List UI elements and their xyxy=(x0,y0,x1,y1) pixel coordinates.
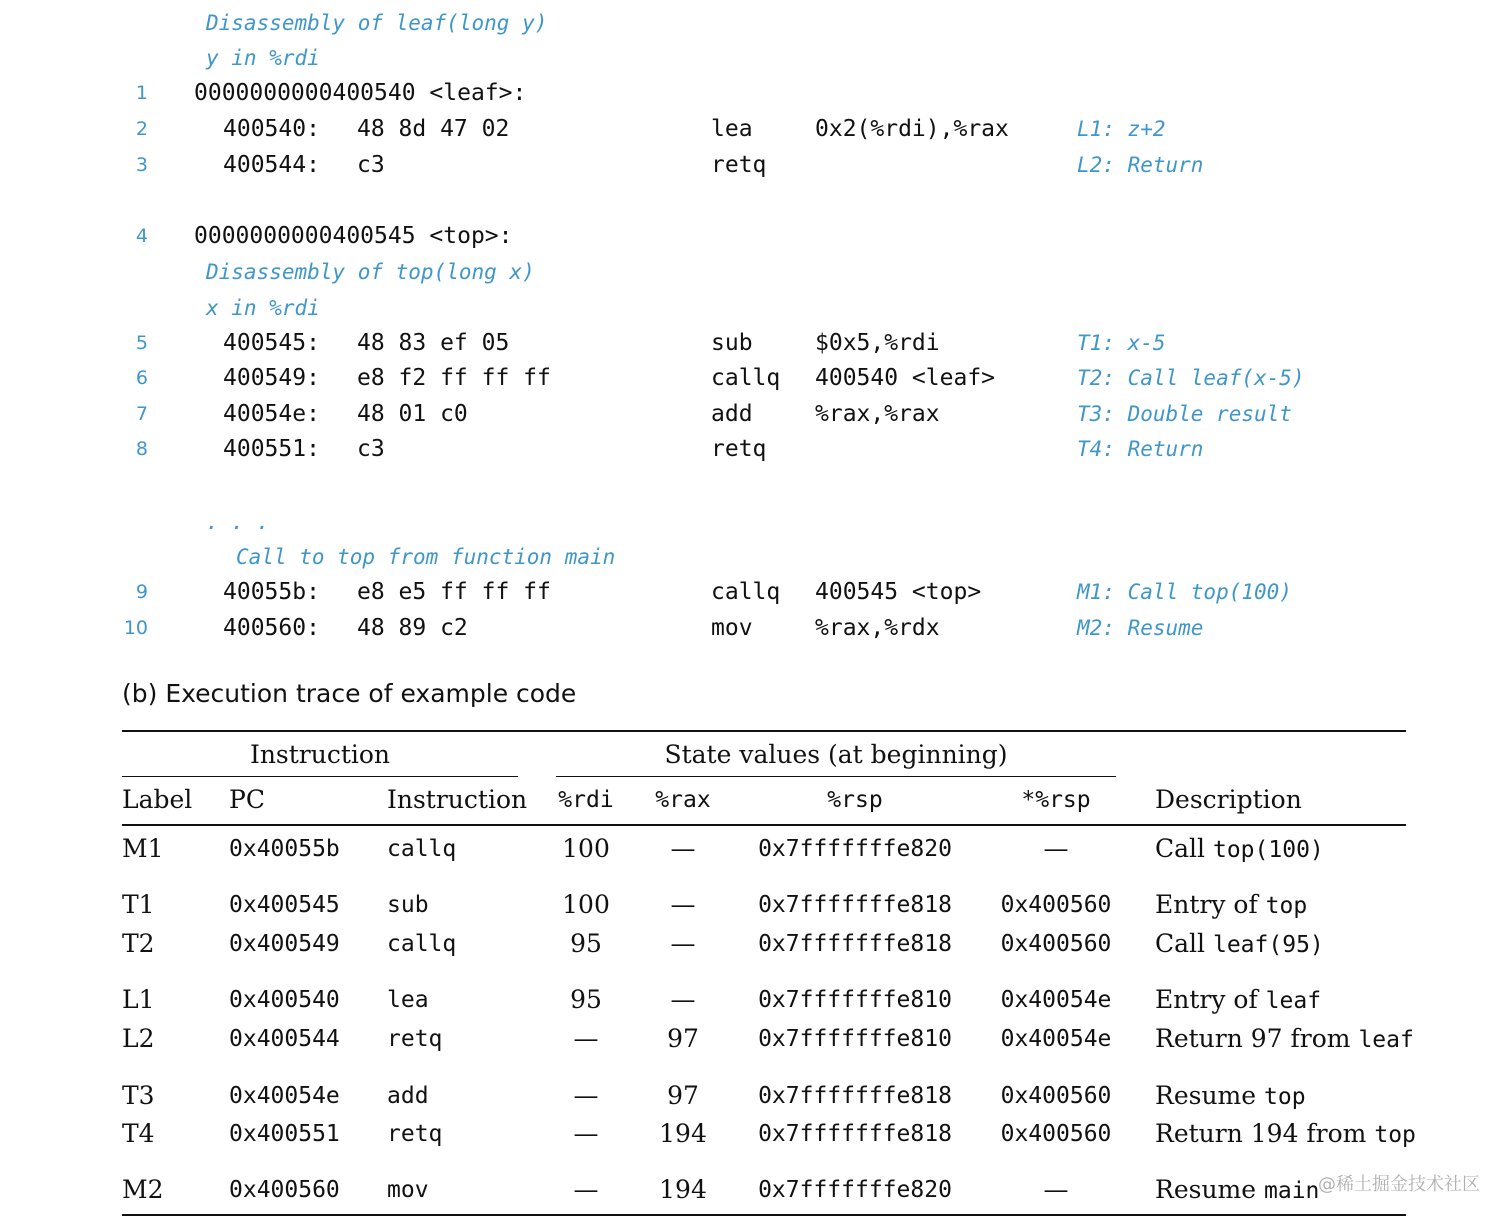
function-label: 0000000000400540 <leaf>: xyxy=(194,80,527,106)
code-line-2 xyxy=(0,111,1512,147)
cell-instruction: callq xyxy=(387,836,457,862)
instruction-address: 400545: xyxy=(223,330,320,356)
description-code: leaf(95) xyxy=(1212,932,1324,958)
instruction-operands: 0x2(%rdi),%rax xyxy=(815,116,1009,142)
code-comment xyxy=(0,40,1512,76)
instruction-bytes: c3 xyxy=(357,152,385,178)
cell-rdi: 95 xyxy=(570,985,602,1014)
instruction-address: 400549: xyxy=(223,365,320,391)
code-comment xyxy=(0,539,1512,575)
table-row xyxy=(0,1077,1512,1115)
description-text: Return 97 from xyxy=(1155,1024,1359,1053)
line-number: 2 xyxy=(135,118,148,140)
code-line-7 xyxy=(0,396,1512,432)
line-number: 4 xyxy=(135,225,148,247)
instruction-bytes: e8 e5 ff ff ff xyxy=(357,579,551,605)
cell-description xyxy=(1155,886,1307,925)
cell-pc: 0x400544 xyxy=(229,1026,340,1052)
cell-label: T4 xyxy=(122,1119,155,1148)
cell-star-rsp: 0x400560 xyxy=(1000,931,1112,957)
cell-rsp: 0x7fffffffe810 xyxy=(758,987,952,1013)
instruction-operands: %rax,%rdx xyxy=(815,615,940,641)
table-row xyxy=(0,886,1512,924)
instruction-bytes: 48 8d 47 02 xyxy=(357,116,510,142)
instruction-opcode: sub xyxy=(711,330,753,356)
code-ellipsis xyxy=(0,504,1512,540)
instruction-opcode: add xyxy=(711,401,753,427)
instruction-operands: %rax,%rax xyxy=(815,401,940,427)
instruction-opcode: mov xyxy=(711,615,753,641)
cell-instruction: lea xyxy=(387,987,429,1013)
description-text: Call xyxy=(1155,834,1213,863)
instruction-operands: 400545 <top> xyxy=(815,579,982,605)
table-row xyxy=(0,1171,1512,1209)
instruction-operands: $0x5,%rdi xyxy=(815,330,940,356)
cell-star-rsp: 0x400560 xyxy=(1000,1083,1112,1109)
instruction-opcode: retq xyxy=(711,436,767,462)
instruction-opcode: lea xyxy=(711,116,753,142)
cell-pc: 0x400560 xyxy=(229,1177,340,1203)
cell-rdi: 95 xyxy=(570,929,602,958)
table-header-row xyxy=(0,781,1512,819)
instruction-bytes: 48 89 c2 xyxy=(357,615,468,641)
description-text: Entry of xyxy=(1155,890,1266,919)
cell-rax: 194 xyxy=(659,1119,707,1148)
cell-rax: 97 xyxy=(667,1081,699,1110)
cell-pc: 0x400545 xyxy=(229,892,340,918)
instruction-address: 40054e: xyxy=(223,401,320,427)
instruction-comment: M2: Resume xyxy=(1077,616,1204,640)
table-row xyxy=(0,1115,1512,1153)
instruction-comment: T3: Double result xyxy=(1077,402,1292,426)
cell-rsp: 0x7fffffffe818 xyxy=(758,892,952,918)
cell-rsp: 0x7fffffffe818 xyxy=(758,1121,952,1147)
cell-pc: 0x40055b xyxy=(229,836,340,862)
cell-description xyxy=(1155,1077,1306,1116)
instruction-bytes: c3 xyxy=(357,436,385,462)
top-disassembly-comment: Disassembly of top(long x) xyxy=(206,260,535,284)
cell-rax: — xyxy=(670,834,696,863)
col-header-rax: %rax xyxy=(655,787,711,813)
table-row xyxy=(0,830,1512,868)
code-comment xyxy=(0,5,1512,41)
line-number: 9 xyxy=(135,581,148,603)
description-code: top xyxy=(1374,1122,1416,1148)
cell-rsp: 0x7fffffffe810 xyxy=(758,1026,952,1052)
instruction-opcode: callq xyxy=(711,579,781,605)
line-number: 6 xyxy=(135,367,148,389)
leaf-arg-comment: y in %rdi xyxy=(206,46,320,70)
cell-pc: 0x400540 xyxy=(229,987,340,1013)
watermark: @稀土掘金技术社区 xyxy=(1318,1174,1480,1195)
cell-rax: 194 xyxy=(659,1175,707,1204)
cell-rax: — xyxy=(670,985,696,1014)
code-line-6 xyxy=(0,360,1512,396)
cell-rax: — xyxy=(670,890,696,919)
description-code: top xyxy=(1264,1084,1306,1110)
col-header-instruction: Instruction xyxy=(387,785,528,814)
description-text: Entry of xyxy=(1155,985,1266,1014)
col-header-description: Description xyxy=(1155,785,1302,814)
description-text: Resume xyxy=(1155,1175,1264,1204)
col-header-label: Label xyxy=(122,785,193,814)
description-text: Return 194 from xyxy=(1155,1119,1375,1148)
cell-label: M2 xyxy=(122,1175,164,1204)
line-number: 7 xyxy=(135,403,148,425)
instruction-operands: 400540 <leaf> xyxy=(815,365,996,391)
table-bottom-rule xyxy=(122,1214,1406,1216)
code-line-5 xyxy=(0,325,1512,361)
instruction-comment: M1: Call top(100) xyxy=(1077,580,1292,604)
cell-rsp: 0x7fffffffe818 xyxy=(758,931,952,957)
cell-rdi: — xyxy=(573,1175,599,1204)
cell-star-rsp: 0x400560 xyxy=(1000,892,1112,918)
table-row xyxy=(0,1020,1512,1058)
instruction-address: 400540: xyxy=(223,116,320,142)
cell-description xyxy=(1155,1020,1414,1059)
cell-instruction: sub xyxy=(387,892,429,918)
cell-description xyxy=(1155,1115,1416,1154)
description-code: top xyxy=(1265,893,1308,919)
cell-rsp: 0x7fffffffe820 xyxy=(758,1177,952,1203)
instruction-comment: T2: Call leaf(x-5) xyxy=(1077,366,1305,390)
cell-rdi: 100 xyxy=(562,834,610,863)
ellipsis: . . . xyxy=(206,510,270,534)
cell-rsp: 0x7fffffffe820 xyxy=(758,836,952,862)
instruction-address: 400544: xyxy=(223,152,320,178)
instruction-address: 40055b: xyxy=(223,579,320,605)
description-code: top(100) xyxy=(1212,837,1324,863)
description-code: leaf xyxy=(1358,1027,1414,1053)
cell-description xyxy=(1155,830,1324,869)
cell-pc: 0x40054e xyxy=(229,1083,340,1109)
cell-label: L2 xyxy=(122,1024,155,1053)
code-line-4 xyxy=(0,218,1512,254)
col-header-star-rsp: *%rsp xyxy=(1021,787,1091,813)
line-number: 10 xyxy=(123,617,148,639)
cell-star-rsp: 0x400560 xyxy=(1000,1121,1112,1147)
line-number: 8 xyxy=(135,438,148,460)
group-rule-state xyxy=(556,776,1116,777)
cell-instruction: retq xyxy=(387,1121,443,1147)
code-line-1 xyxy=(0,75,1512,111)
instruction-comment: T4: Return xyxy=(1077,437,1204,461)
description-code: main xyxy=(1264,1178,1320,1204)
group-header-state: State values (at beginning) xyxy=(664,740,1008,769)
cell-rdi: — xyxy=(573,1081,599,1110)
table-header-rule xyxy=(122,824,1406,826)
code-line-8 xyxy=(0,431,1512,467)
table-row xyxy=(0,925,1512,963)
instruction-comment: T1: x-5 xyxy=(1077,331,1166,355)
top-arg-comment: x in %rdi xyxy=(206,296,320,320)
cell-label: T1 xyxy=(122,890,155,919)
code-comment xyxy=(0,290,1512,326)
table-row xyxy=(0,981,1512,1019)
cell-star-rsp: — xyxy=(1043,1175,1069,1204)
instruction-comment: L2: Return xyxy=(1077,153,1204,177)
cell-label: T3 xyxy=(122,1081,155,1110)
instruction-opcode: callq xyxy=(711,365,781,391)
col-header-rdi: %rdi xyxy=(558,787,614,813)
cell-description xyxy=(1155,981,1321,1020)
function-label: 0000000000400545 <top>: xyxy=(194,223,513,249)
instruction-address: 400551: xyxy=(223,436,320,462)
code-comment xyxy=(0,254,1512,290)
instruction-bytes: 48 83 ef 05 xyxy=(357,330,510,356)
cell-pc: 0x400551 xyxy=(229,1121,340,1147)
group-header-instruction: Instruction xyxy=(249,740,391,769)
line-number: 3 xyxy=(135,154,148,176)
cell-label: L1 xyxy=(122,985,155,1014)
cell-star-rsp: 0x40054e xyxy=(1000,1026,1112,1052)
line-number: 5 xyxy=(135,332,148,354)
col-header-pc: PC xyxy=(229,785,265,814)
code-line-9 xyxy=(0,574,1512,610)
leaf-disassembly-comment: Disassembly of leaf(long y) xyxy=(206,11,548,35)
instruction-bytes: 48 01 c0 xyxy=(357,401,468,427)
cell-description xyxy=(1155,925,1324,964)
trace-caption: (b) Execution trace of example code xyxy=(122,679,577,708)
instruction-bytes: e8 f2 ff ff ff xyxy=(357,365,551,391)
cell-instruction: add xyxy=(387,1083,429,1109)
line-number: 1 xyxy=(135,82,148,104)
cell-rax: 97 xyxy=(667,1024,699,1053)
description-text: Resume xyxy=(1155,1081,1264,1110)
cell-rax: — xyxy=(670,929,696,958)
cell-rdi: 100 xyxy=(562,890,610,919)
description-code: leaf xyxy=(1265,988,1322,1014)
cell-label: M1 xyxy=(122,834,164,863)
code-line-3 xyxy=(0,147,1512,183)
cell-rsp: 0x7fffffffe818 xyxy=(758,1083,952,1109)
cell-description xyxy=(1155,1171,1319,1210)
main-call-comment: Call to top from function main xyxy=(236,545,616,569)
cell-pc: 0x400549 xyxy=(229,931,340,957)
table-top-rule xyxy=(122,730,1406,732)
col-header-rsp: %rsp xyxy=(827,787,883,813)
instruction-address: 400560: xyxy=(223,615,320,641)
cell-instruction: retq xyxy=(387,1026,443,1052)
cell-rdi: — xyxy=(573,1119,599,1148)
instruction-comment: L1: z+2 xyxy=(1077,117,1166,141)
description-text: Call xyxy=(1155,929,1213,958)
cell-star-rsp: 0x40054e xyxy=(1000,987,1112,1013)
cell-star-rsp: — xyxy=(1043,834,1069,863)
group-rule-instruction xyxy=(122,776,518,777)
code-line-10 xyxy=(0,610,1512,646)
instruction-opcode: retq xyxy=(711,152,767,178)
cell-instruction: callq xyxy=(387,931,457,957)
cell-label: T2 xyxy=(122,929,155,958)
cell-rdi: — xyxy=(573,1024,599,1053)
cell-instruction: mov xyxy=(387,1177,429,1203)
